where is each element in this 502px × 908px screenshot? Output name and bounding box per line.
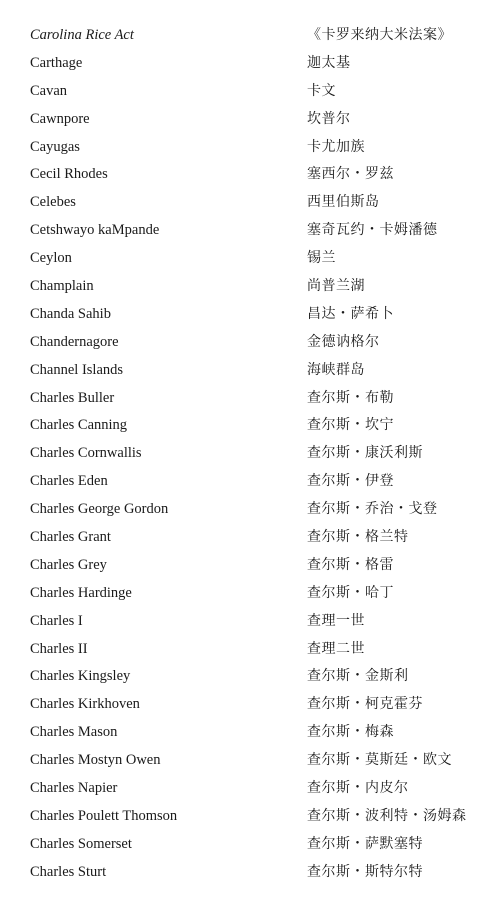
chinese-term: 查尔斯・乔治・戈登 [307, 501, 438, 518]
english-term: Charles II [30, 640, 88, 657]
chinese-term: 卡尤加族 [307, 138, 365, 155]
chinese-term: 金德讷格尔 [307, 333, 380, 350]
english-term: Charles Grey [30, 556, 107, 573]
chinese-term: 塞奇瓦约・卡姆潘德 [307, 222, 438, 239]
english-term: Carthage [30, 54, 83, 71]
chinese-term: 查理二世 [307, 640, 365, 657]
glossary-row [0, 580, 502, 608]
glossary-row [0, 859, 502, 887]
glossary-row [0, 78, 502, 106]
chinese-term: 迦太基 [307, 54, 351, 71]
chinese-term: 查尔斯・柯克霍芬 [307, 696, 423, 713]
glossary-row [0, 440, 502, 468]
chinese-term: 查尔斯・金斯利 [307, 668, 409, 685]
chinese-term: 锡兰 [307, 250, 336, 267]
glossary-row [0, 552, 502, 580]
glossary-row [0, 50, 502, 78]
glossary-row [0, 468, 502, 496]
chinese-term: 查尔斯・伊登 [307, 473, 394, 490]
glossary-row [0, 134, 502, 162]
english-term: Carolina Rice Act [30, 27, 134, 43]
glossary-row [0, 412, 502, 440]
english-term: Charles Kirkhoven [30, 696, 140, 713]
chinese-term: 查尔斯・莫斯廷・欧文 [307, 752, 452, 769]
chinese-term: 查尔斯・梅森 [307, 724, 394, 741]
english-term: Charles Mason [30, 724, 118, 741]
glossary-row [0, 524, 502, 552]
chinese-term: 卡文 [307, 82, 336, 99]
glossary-row [0, 161, 502, 189]
glossary-row [0, 273, 502, 301]
english-term: Cawnpore [30, 110, 90, 127]
glossary-row [0, 803, 502, 831]
chinese-term: 塞西尔・罗兹 [307, 166, 394, 183]
english-term: Charles Cornwallis [30, 445, 142, 462]
glossary-row [0, 329, 502, 357]
english-term: Charles Eden [30, 473, 108, 490]
english-term: Charles Kingsley [30, 668, 131, 685]
english-term: Charles Sturt [30, 863, 107, 880]
glossary-row [0, 217, 502, 245]
english-term: Cecil Rhodes [30, 166, 108, 183]
english-term: Charles Hardinge [30, 584, 132, 601]
chinese-term: 查尔斯・哈丁 [307, 584, 394, 601]
chinese-term: 坎普尔 [307, 110, 351, 127]
english-term: Charles I [30, 612, 83, 629]
glossary-row [0, 22, 502, 50]
english-term: Chandernagore [30, 333, 119, 350]
english-term: Cavan [30, 82, 68, 99]
glossary-row [0, 496, 502, 524]
glossary-row [0, 357, 502, 385]
chinese-term: 查尔斯・康沃利斯 [307, 445, 423, 462]
glossary-row [0, 719, 502, 747]
chinese-term: 《卡罗来纳大米法案》 [307, 27, 452, 43]
english-term: Channel Islands [30, 361, 124, 378]
glossary-row [0, 608, 502, 636]
english-term: Charles Buller [30, 389, 115, 406]
chinese-term: 查尔斯・格兰特 [307, 529, 409, 546]
chinese-term: 查尔斯・内皮尔 [307, 780, 409, 797]
chinese-term: 尚普兰湖 [307, 278, 365, 295]
glossary-row [0, 385, 502, 413]
glossary-row [0, 245, 502, 273]
chinese-term: 查尔斯・坎宁 [307, 417, 394, 434]
chinese-term: 海峡群岛 [307, 361, 365, 378]
english-term: Cetshwayo kaMpande [30, 222, 160, 239]
english-term: Champlain [30, 278, 94, 295]
chinese-term: 查尔斯・萨默塞特 [307, 835, 423, 852]
glossary-row [0, 747, 502, 775]
glossary-row [0, 636, 502, 664]
english-term: Celebes [30, 194, 76, 211]
english-term: Ceylon [30, 250, 72, 267]
chinese-term: 查理一世 [307, 612, 365, 629]
chinese-term: 查尔斯・斯特尔特 [307, 863, 423, 880]
english-term: Charles George Gordon [30, 501, 169, 518]
english-term: Charles Mostyn Owen [30, 752, 161, 769]
english-term: Charles Canning [30, 417, 128, 434]
glossary-row [0, 663, 502, 691]
chinese-term: 昌达・萨希卜 [307, 305, 394, 322]
glossary-row [0, 189, 502, 217]
english-term: Chanda Sahib [30, 305, 111, 322]
chinese-term: 查尔斯・格雷 [307, 556, 394, 573]
chinese-term: 西里伯斯岛 [307, 194, 380, 211]
english-term: Charles Grant [30, 529, 111, 546]
english-term: Charles Somerset [30, 835, 132, 852]
english-term: Cayugas [30, 138, 80, 155]
glossary-row [0, 691, 502, 719]
glossary-list [0, 22, 502, 887]
english-term: Charles Poulett Thomson [30, 807, 178, 824]
glossary-row [0, 775, 502, 803]
glossary-row [0, 301, 502, 329]
chinese-term: 查尔斯・布勒 [307, 389, 394, 406]
glossary-row [0, 831, 502, 859]
chinese-term: 查尔斯・波利特・汤姆森 [307, 807, 467, 824]
glossary-row [0, 106, 502, 134]
english-term: Charles Napier [30, 780, 118, 797]
